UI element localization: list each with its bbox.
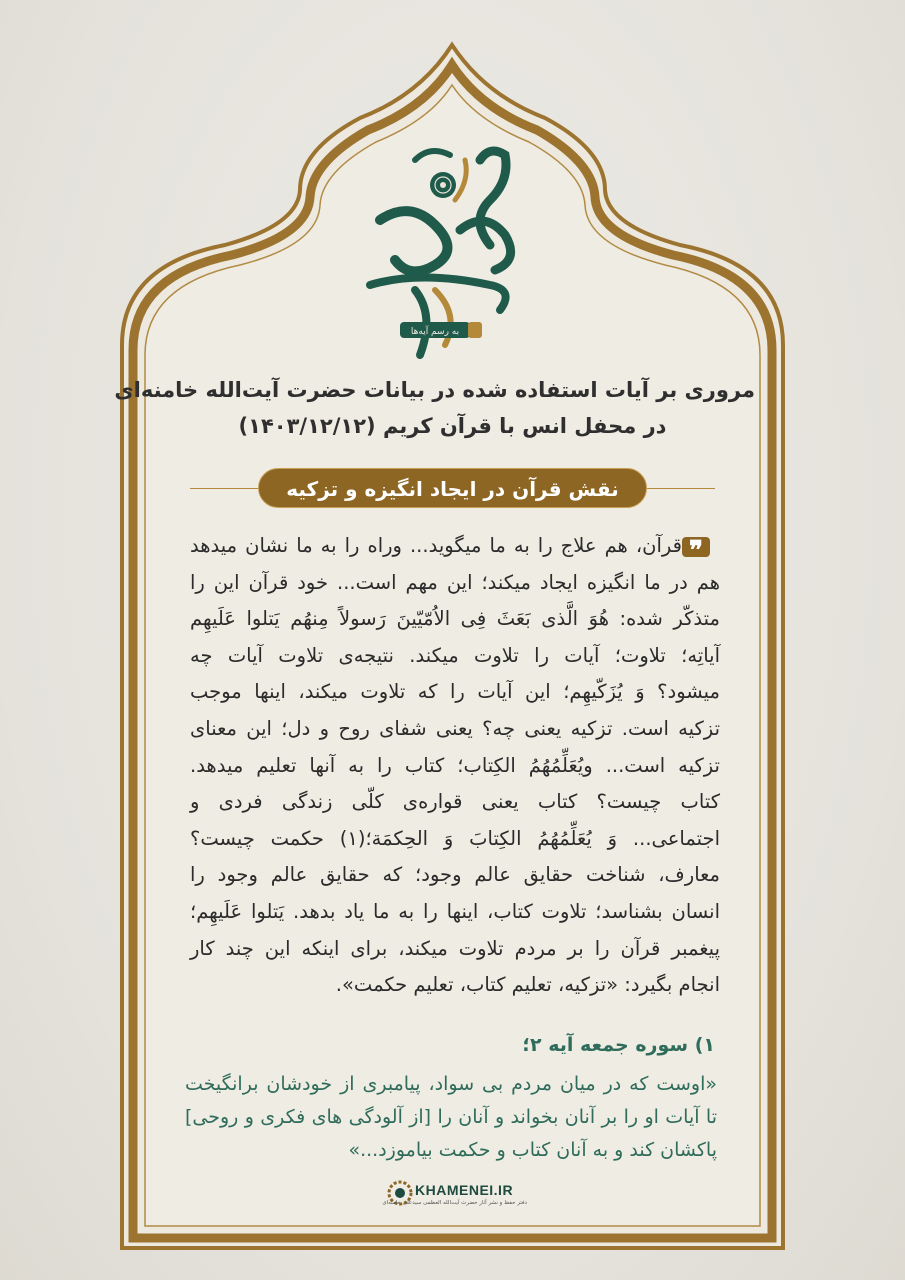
reference-line: «اوست که در میان مردم بی سواد، پیامبری از خودشان برانگیخت (185, 1073, 717, 1095)
body-line: تزکیه است. تزکیه یعنی چه؟ یعنی شفای روح و دل؛ این معنای (190, 716, 720, 740)
body-line: معارف، شناخت حقایق عالم وجود؛ که حقایق عالم وجود را (190, 863, 720, 887)
body-line: کتاب چیست؟ کتاب یعنی قواره‌ی کلّی زندگی فردی و (190, 790, 720, 814)
logo-tagline: به رسم آیه‌ها (410, 327, 460, 337)
reference-heading: ۱) سوره جمعه آیه ۲؛ (522, 1034, 715, 1056)
body-line: پیغمبر قرآن را بر مردم تلاوت میکند، برای اینکه این چند کار (190, 936, 720, 960)
body-line: میشود؟ وَ یُزَکّیهِم؛ این آیات را که تلاوت میکند، اینها موجب (190, 680, 720, 704)
section-title-pill (258, 468, 647, 508)
section-title: نقش قرآن در ایجاد انگیزه و تزکیه (286, 477, 619, 501)
body-line: قرآن، هم علاج را به ما میگوید... وراه را به ما نشان میدهد (190, 534, 682, 557)
body-line: آیاتِه؛ تلاوت؛ آیات را تلاوت میکند. نتیجه‌ی تلاوت آیات چه (190, 643, 720, 667)
reference-line: تا آیات او را بر آنان بخواند و آنان را [از آلودگی های فکری و روحی] (185, 1106, 717, 1128)
reference-text (185, 1068, 717, 1167)
calligraphy-logo-icon (340, 140, 565, 365)
title-line-left (190, 488, 258, 489)
footer-site: KHAMENEI.IR (415, 1182, 514, 1198)
body-line: متذکّر شده: هُوَ الَّذی بَعَثَ فِی الاُمّیّینَ رَسولاً مِنهُم یَتلوا عَلَیهِم (190, 607, 720, 631)
body-line: انجام بگیرد: «تزکیه، تعلیم کتاب، تعلیم حکمت». (335, 973, 720, 997)
intro-line-1: مروری بر آیات استفاده شده در بیانات حضرت آیت‌الله خامنه‌ای (114, 378, 755, 402)
section-title-banner (190, 468, 715, 510)
body-text (190, 528, 720, 1004)
body-line: هم در ما انگیزه ایجاد میکند؛ این مهم است... خود قرآن این را (190, 570, 720, 594)
reference-line: پاکشان کند و به آنان کتاب و حکمت بیاموزد...» (348, 1139, 717, 1161)
footer-brand (382, 1180, 530, 1210)
body-line: انسان بشناسد؛ تلاوت کتاب، اینها را به ما یاد بدهد. یَتلوا عَلَیهِم؛ (190, 899, 720, 923)
footer-subtitle: دفتر حفظ و نشر آثار حضرت آیت‌الله العظمی سیدعلی خامنه‌ای (382, 1200, 527, 1206)
quote-icon: ❞ (682, 537, 710, 557)
body-line: اجتماعی... وَ یُعَلِّمُهُمُ الکِتابَ وَ الحِکمَة؛(۱) حکمت چیست؟ (190, 826, 720, 850)
title-line-right (647, 488, 715, 489)
intro-block (114, 372, 755, 444)
body-line: تزکیه است... ویُعَلِّمُهُمُ الکِتاب؛ کتاب را به آنها تعلیم میدهد. (190, 753, 720, 777)
intro-line-2: در محفل انس با قرآن کریم (۱۴۰۳/۱۲/۱۲) (238, 414, 667, 438)
